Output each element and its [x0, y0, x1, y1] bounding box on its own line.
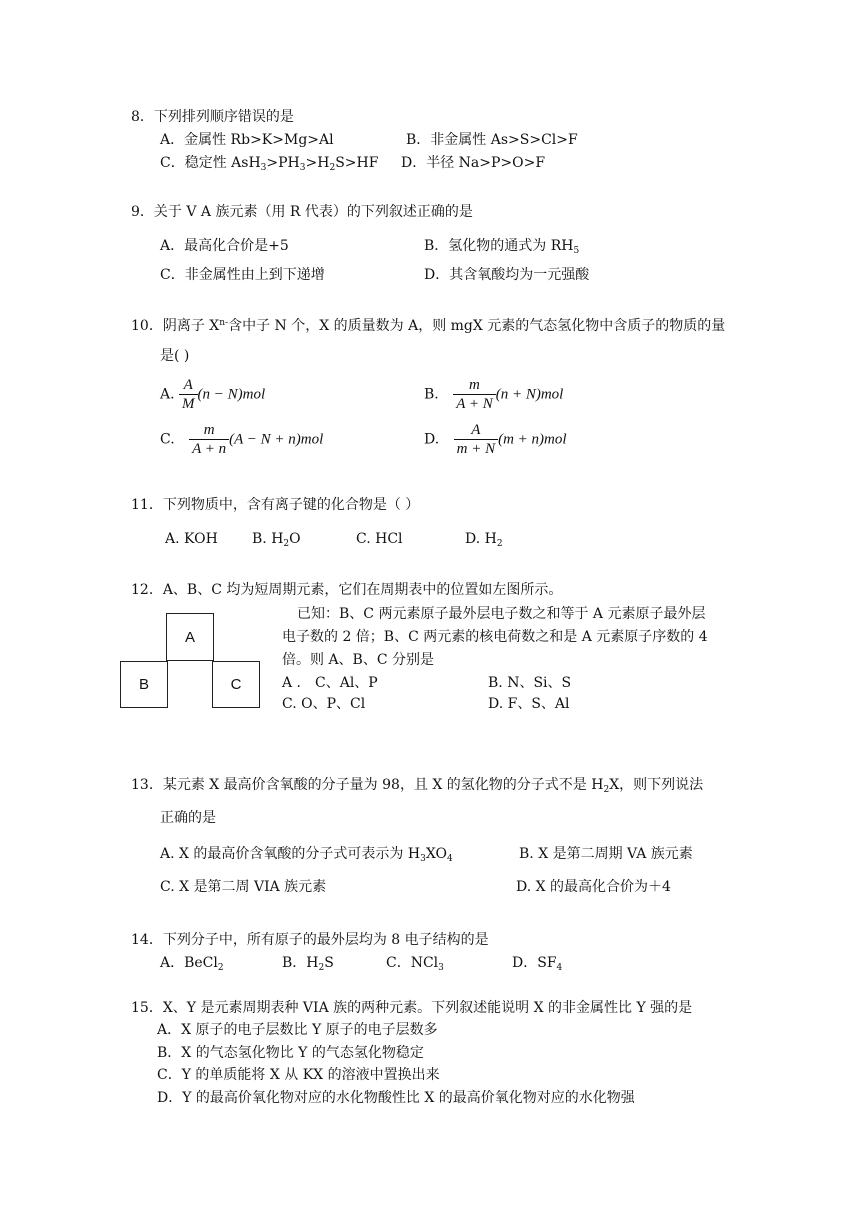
question-12-option-a: A ． C、Al、P [282, 675, 378, 691]
question-9-option-b: B．氢化物的通式为 $RH_5$ [424, 238, 580, 256]
question-13-option-b: B. X 是第二周期 VA 族元素 [519, 846, 693, 862]
fraction: $\frac{A}{M}$ [179, 376, 198, 413]
option-label: B. [424, 386, 439, 403]
fraction: $\frac{m}{A + n}$ [189, 421, 229, 458]
periodic-cell-c: C [212, 661, 260, 708]
question-11-option-b: B. $H_2O$ [252, 531, 301, 549]
question-14-option-a: A．BeCl$_2$ [160, 955, 224, 973]
question-13-option-c: C. X 是第二周 VIA 族元素 [160, 879, 327, 895]
question-14-stem: 14．下列分子中，所有原子的最外层均为 8 电子结构的是 [131, 932, 489, 948]
option-label: D. [424, 431, 440, 448]
question-9-option-a: A．最高化合价是+5 [160, 238, 289, 254]
question-13-option-d: D. X 的最高化合价为＋4 [516, 879, 671, 895]
option-label: C. [160, 431, 175, 448]
question-10-option-d: D. $\frac{A}{m + N}$ (m + n)mol [424, 422, 567, 457]
question-15-option-a: A．X 原子的电子层数比 Y 原子的电子层数多 [157, 1022, 438, 1038]
question-9-stem: 9．关于 V A 族元素（用 R 代表）的下列叙述正确的是 [131, 204, 473, 220]
question-13-stem: 13．某元素 X 最高价含氧酸的分子量为 98，且 X 的氢化物的分子式不是 $H_2X$，则下列说法 [131, 777, 704, 795]
fraction: $\frac{A}{m + N}$ [454, 421, 498, 458]
question-13-option-a: A. X 的最高价含氧酸的分子式可表示为 $H_3XO_4$ [160, 846, 453, 864]
question-12-text-line1: 已知：B、C 两元素原子最外层电子数之和等于 A 元素原子最外层 [297, 606, 706, 622]
question-11-option-c: C. HCl [356, 531, 403, 547]
option-label: A. [160, 386, 175, 403]
question-9-option-c: C．非金属性由上到下递增 [160, 267, 325, 283]
question-11-stem: 11．下列物质中，含有离子键的化合物是（ ） [131, 497, 420, 513]
question-11-option-a: A. KOH [165, 531, 218, 547]
question-8-option-b: B．非金属性 As>S>Cl>F [406, 132, 578, 148]
question-15-option-d: D．Y 的最高价氧化物对应的水化物酸性比 X 的最高价氧化物对应的水化物强 [157, 1090, 635, 1106]
question-15-option-b: B．X 的气态氢化物比 Y 的气态氢化物稳定 [157, 1045, 424, 1061]
question-10-option-c: C. $\frac{m}{A + n}$ (A − N + n)mol [160, 422, 324, 457]
periodic-cell-a: A [166, 613, 214, 661]
question-10-option-a: A. $\frac{A}{M}$ (n − N)mol [160, 377, 266, 412]
question-12-text-line3: 倍。则 A、B、C 分别是 [282, 652, 435, 668]
question-8-stem: 8．下列排列顺序错误的是 [131, 109, 294, 125]
question-12-option-b: B. N、Si、S [488, 675, 572, 691]
question-14-option-d: D．$SF_4$ [512, 955, 563, 973]
question-12-option-c: C. O、P、Cl [282, 696, 366, 712]
question-13-stem-line2: 正确的是 [160, 810, 216, 826]
question-12-text-line2: 电子数的 2 倍；B、C 两元素的核电荷数之和是 A 元素原子序数的 4 [282, 629, 708, 645]
question-12-option-d: D. F、S、Al [488, 696, 570, 712]
question-8-option-a: A．金属性 Rb>K>Mg>Al [160, 132, 334, 148]
question-15-option-c: C．Y 的单质能将 X 从 KX 的溶液中置换出来 [157, 1067, 440, 1083]
fraction: $\frac{m}{A + N}$ [453, 376, 496, 413]
question-10-stem-line2: 是( ) [160, 348, 190, 364]
question-8-option-c: C．稳定性 $AsH_3>PH_3>H_2S>HF$ [160, 155, 379, 173]
question-10-stem: 10．阴离子 $X^{n-}$含中子 N 个，X 的质量数为 A，则 mgX 元素的气态氢化物中含质子的物质的量 [131, 318, 726, 334]
question-10-option-b: B. $\frac{m}{A + N}$ (n + N)mol [424, 377, 564, 412]
question-14-option-b: B．$H_2S$ [282, 955, 334, 973]
periodic-cell-b: B [120, 661, 168, 708]
question-11-option-d: D. $H_2$ [465, 531, 503, 549]
question-9-option-d: D．其含氧酸均为一元强酸 [424, 267, 590, 283]
question-12-stem: 12．A、B、C 均为短周期元素，它们在周期表中的位置如左图所示。 [131, 582, 563, 598]
question-15-stem: 15．X、Y 是元素周期表种 VIA 族的两种元素。下列叙述能说明 X 的非金属性比 Y 强的是 [131, 1000, 693, 1016]
question-14-option-c: C．NCl$_3$ [386, 955, 444, 973]
question-8-option-d: D．半径 Na>P>O>F [401, 155, 546, 171]
